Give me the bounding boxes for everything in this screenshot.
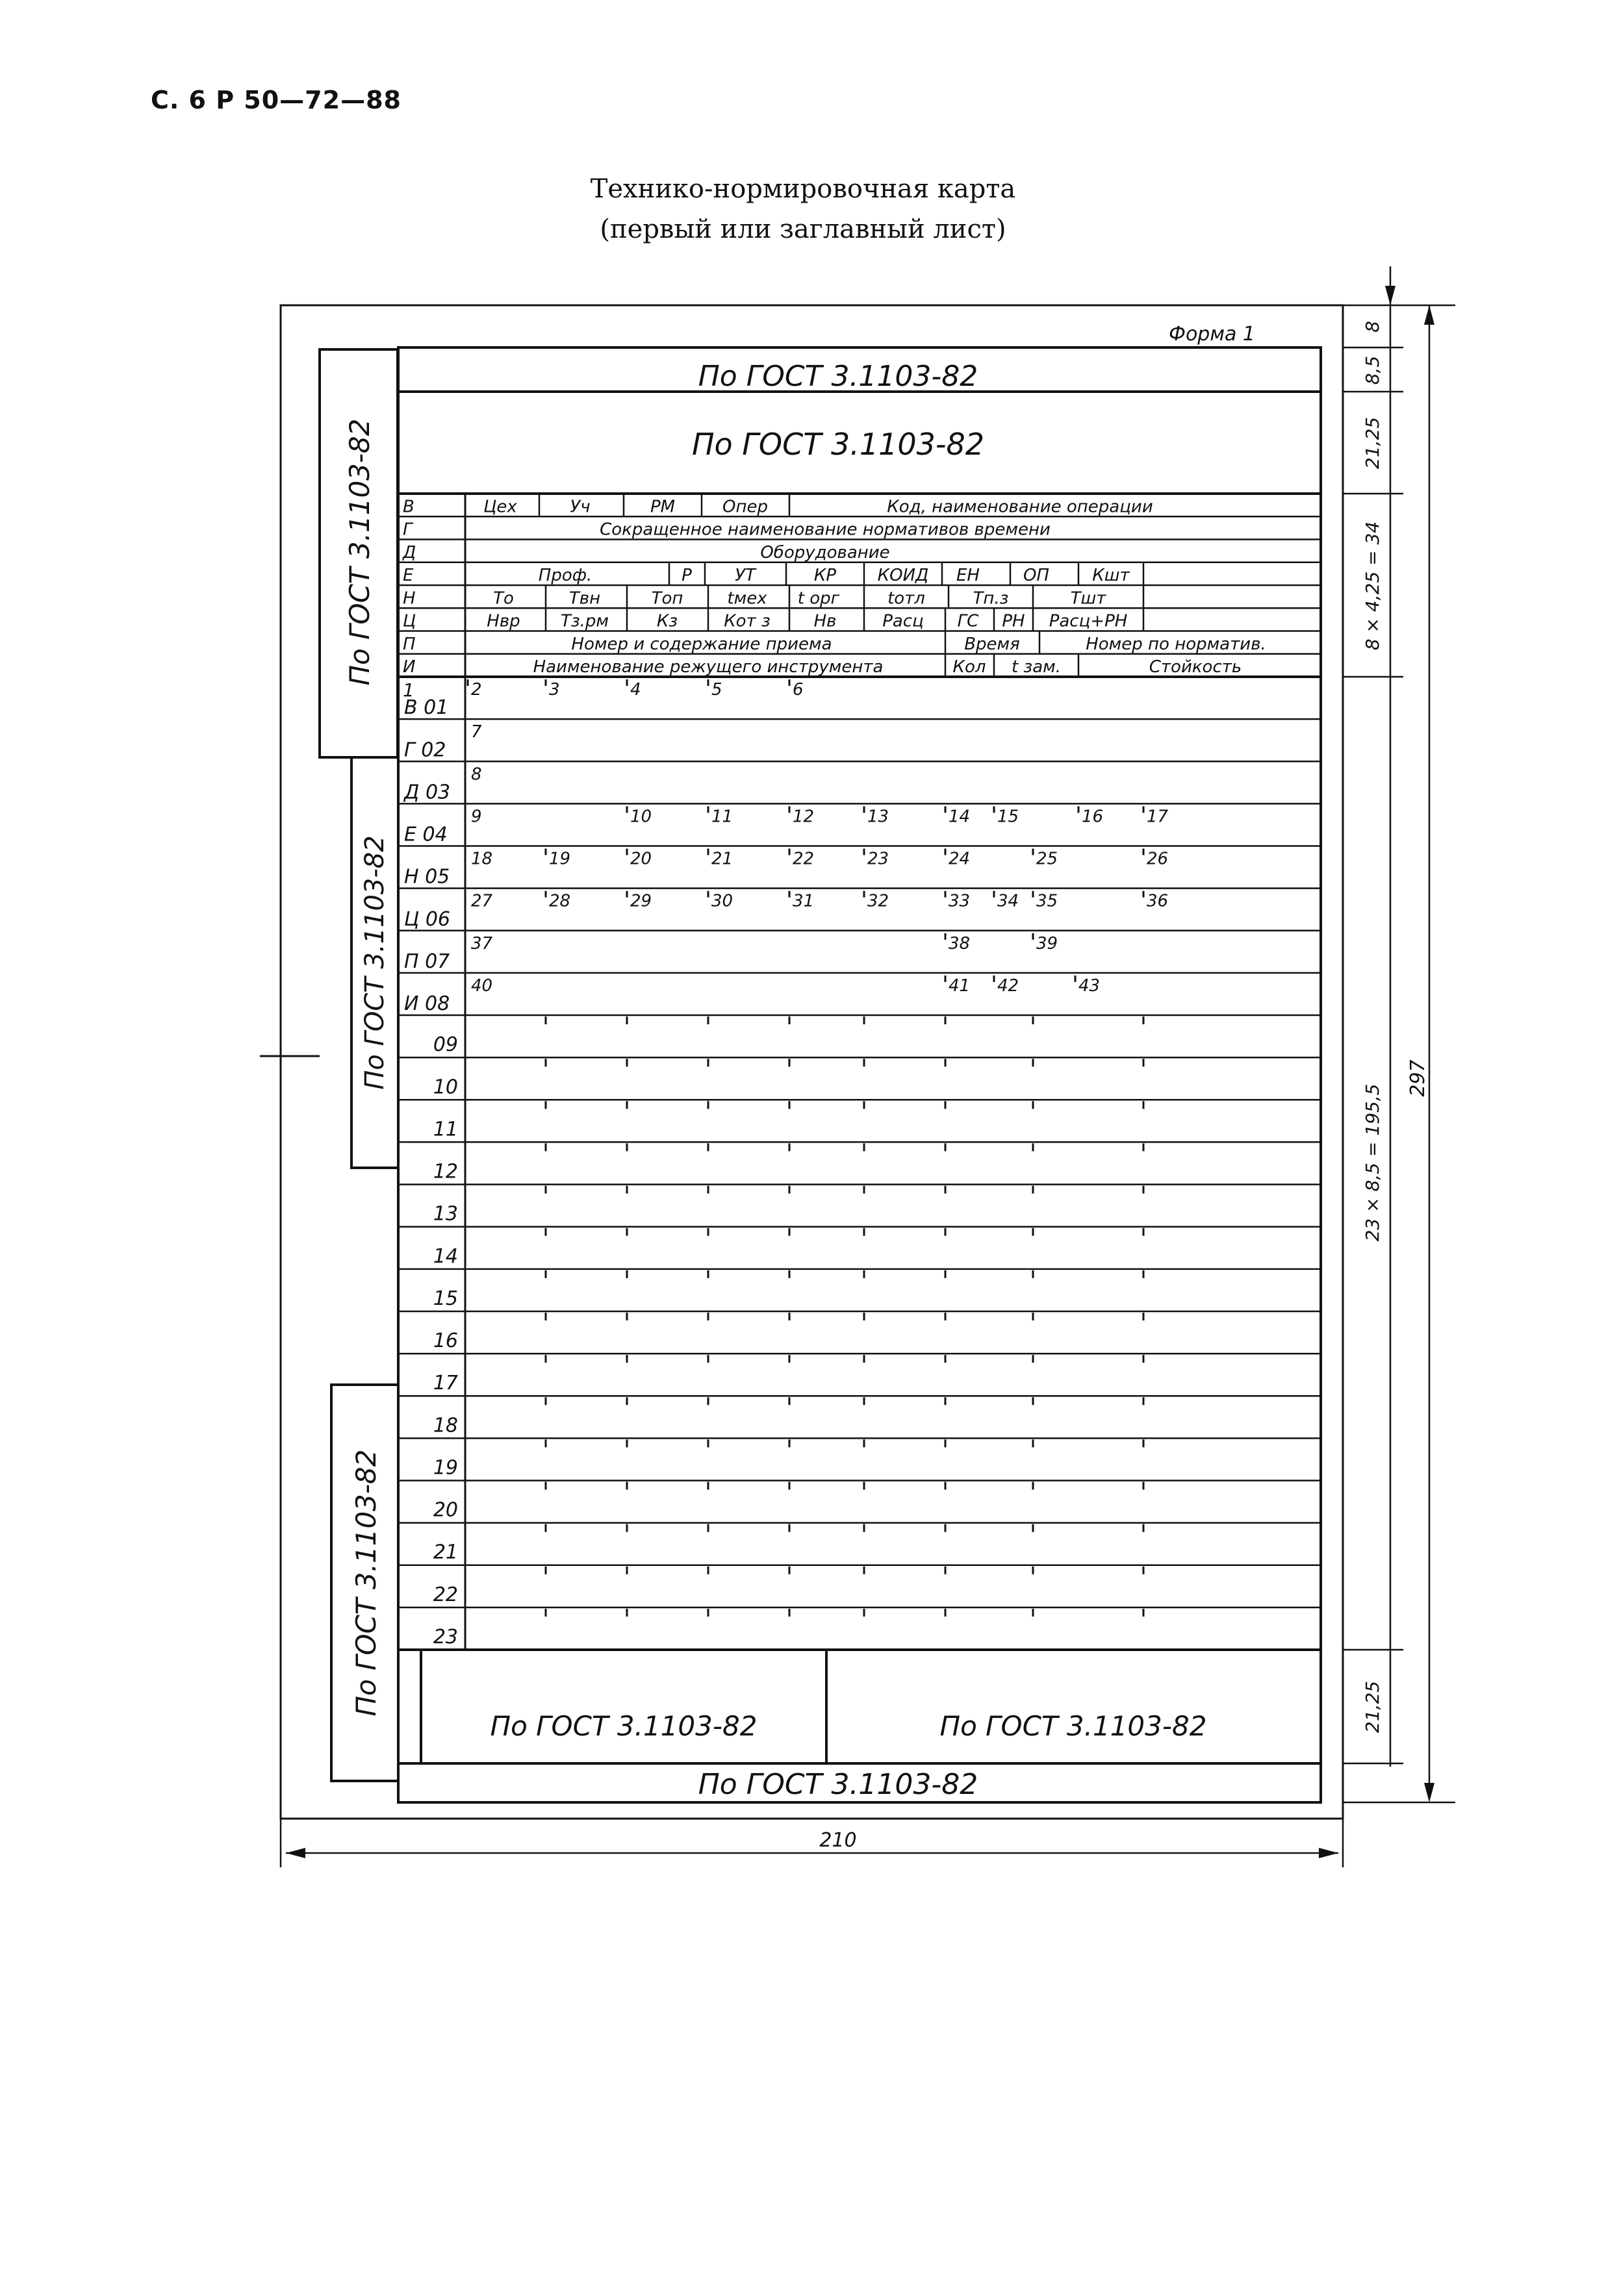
- header-row-code: П: [403, 634, 416, 654]
- header-cell: Топ: [651, 588, 683, 609]
- header-cell: Кз: [656, 611, 678, 631]
- row-number: 09: [433, 1033, 458, 1057]
- header-cell: Тшт: [1070, 588, 1106, 609]
- header-row-code: Е: [403, 566, 414, 585]
- body-lines: [398, 719, 1321, 1608]
- header-cell: Стойкость: [1149, 657, 1242, 677]
- header-row-code: Г: [403, 520, 413, 540]
- row-number: 15: [433, 1287, 458, 1310]
- row-label: Е 04: [404, 823, 448, 846]
- header-rows-text: [402, 497, 1266, 677]
- header-cell: Расц+РН: [1049, 611, 1128, 631]
- dim-row-8-5: 8,5: [1362, 355, 1383, 385]
- form-label: Форма 1: [1169, 323, 1255, 346]
- header-cell: Номер и содержание приема: [571, 634, 832, 654]
- header-cell: РМ: [650, 497, 676, 517]
- cell-number: 6: [793, 680, 804, 700]
- cell-number: 13: [867, 807, 889, 827]
- cell-number: 14: [949, 807, 971, 827]
- header-cell: КР: [813, 566, 837, 585]
- header-cell: Твн: [568, 588, 601, 609]
- cell-number: 15: [997, 807, 1019, 827]
- side-stamp-3: По ГОСТ 3.1103-82: [350, 1449, 382, 1717]
- dim-top-8: 8: [1362, 321, 1383, 333]
- row-number: 10: [433, 1076, 458, 1099]
- cell-number: 4: [630, 680, 641, 700]
- dim-height-297: 297: [1407, 1059, 1429, 1097]
- header-cell: Нвр: [487, 611, 520, 631]
- row-label: Н 05: [404, 865, 450, 889]
- cell-number: 36: [1147, 891, 1169, 911]
- row-number: 12: [433, 1160, 458, 1183]
- cell-number: 26: [1147, 849, 1169, 869]
- header-cell: Тп.з: [973, 588, 1009, 609]
- cell-number: 40: [471, 976, 493, 996]
- cell-number: 22: [793, 849, 815, 869]
- header-cell: Нв: [813, 611, 837, 631]
- header-cell: Оборудование: [760, 542, 890, 562]
- cell-number: 25: [1036, 849, 1058, 869]
- header-cell: Номер по норматив.: [1086, 634, 1266, 654]
- header-row-code: И: [403, 657, 416, 677]
- cell-number: 12: [793, 807, 815, 827]
- cell-number: 17: [1147, 807, 1169, 827]
- row-number: 23: [433, 1626, 458, 1648]
- dim-block-21-25: 21,25: [1362, 416, 1383, 470]
- header-row-code: В: [403, 497, 414, 517]
- cell-number: 8: [471, 764, 482, 785]
- header-cell: Кол: [952, 657, 986, 677]
- cell-number: 21: [711, 849, 733, 869]
- cell-number: 30: [711, 891, 733, 911]
- cell-number: 16: [1082, 807, 1104, 827]
- header-cell: Сокращенное наименование нормативов времени: [600, 520, 1051, 540]
- cell-number: 18: [471, 849, 493, 869]
- bottom-block-left: По ГОСТ 3.1103-82: [490, 1710, 758, 1742]
- cell-number: 35: [1036, 891, 1058, 911]
- header-cell: Кшт: [1092, 566, 1130, 585]
- header-row-code: Д: [403, 542, 416, 562]
- cell-number: 37: [471, 933, 493, 953]
- cell-number: 19: [549, 849, 571, 869]
- header-cell: Цех: [483, 497, 517, 517]
- cell-number: 20: [630, 849, 652, 869]
- row-label: И 08: [404, 992, 450, 1016]
- document-subtitle: (первый или заглавный лист): [600, 214, 1006, 244]
- header-cell: КОИД: [877, 566, 929, 585]
- header-cell: Наименование режущего инструмента: [533, 657, 884, 677]
- cell-number: 3: [549, 680, 560, 700]
- row-number: 14: [433, 1244, 458, 1268]
- dim-bottom-21-25: 21,25: [1362, 1680, 1383, 1734]
- cell-number: 2: [471, 680, 482, 700]
- cell-number: 10: [630, 807, 652, 827]
- side-stamp-1: По ГОСТ 3.1103-82: [344, 418, 376, 686]
- cell-number: 38: [949, 933, 971, 953]
- header-cell: tмех: [727, 588, 767, 609]
- row-number: 13: [433, 1202, 458, 1226]
- cell-number: 31: [793, 891, 815, 911]
- dim-header-rows: 8 × 4,25 = 34: [1362, 521, 1383, 651]
- header-cell: Время: [964, 634, 1020, 654]
- gost-ref-bottom: По ГОСТ 3.1103-82: [698, 1768, 978, 1801]
- header-cell: Опер: [722, 497, 768, 517]
- header-cell: Тз.рм: [560, 611, 609, 631]
- document-title: Технико-нормировочная карта: [590, 174, 1016, 204]
- row-label: П 07: [404, 950, 450, 973]
- cell-number: 7: [471, 722, 482, 742]
- row-number: 20: [433, 1498, 458, 1522]
- dim-body-rows: 23 × 8,5 = 195,5: [1362, 1083, 1383, 1242]
- row-number: 19: [433, 1456, 458, 1480]
- header-cell: Проф.: [538, 566, 593, 585]
- cell-number: 33: [949, 891, 971, 911]
- header-cell: ЕН: [956, 566, 980, 585]
- header-cell: То: [493, 588, 514, 609]
- header-cell: Расц: [882, 611, 924, 631]
- cell-number: 43: [1078, 976, 1101, 996]
- cell-number: 28: [549, 891, 571, 911]
- header-cell: t орг: [797, 588, 840, 609]
- row-number: 17: [433, 1372, 458, 1395]
- header-cell: tотл: [887, 588, 925, 609]
- cell-number: 32: [867, 891, 889, 911]
- cell-number: 42: [997, 976, 1019, 996]
- bottom-block-right: По ГОСТ 3.1103-82: [939, 1710, 1207, 1742]
- header-cell: РН: [1002, 611, 1025, 631]
- row-number: 21: [433, 1541, 458, 1564]
- row-code: 1: [403, 679, 414, 701]
- row-number: 18: [433, 1414, 458, 1437]
- cell-number: 29: [630, 891, 652, 911]
- cell-number: 23: [867, 849, 889, 869]
- row-number: 16: [433, 1330, 458, 1353]
- cell-number: 39: [1036, 933, 1058, 953]
- header-cell: ОП: [1023, 566, 1050, 585]
- side-stamp-2: По ГОСТ 3.1103-82: [360, 835, 390, 1090]
- header-row-code: Ц: [403, 611, 416, 631]
- header-cell: Код, наименование операции: [887, 497, 1153, 517]
- cell-number: 34: [997, 891, 1019, 911]
- cell-number: 41: [949, 976, 971, 996]
- cell-number: 24: [949, 849, 971, 869]
- header-cell: ГС: [957, 611, 979, 631]
- header-cell: Р: [682, 566, 692, 585]
- cell-number: 27: [471, 891, 493, 911]
- page-header: С. 6 Р 50—72—88: [151, 86, 402, 114]
- header-row-code: Н: [403, 588, 416, 609]
- body-text: [403, 679, 1169, 1648]
- cell-number: 9: [471, 807, 482, 827]
- gost-ref-block: По ГОСТ 3.1103-82: [691, 427, 985, 462]
- cell-number: 11: [711, 807, 733, 827]
- dim-width-210: 210: [819, 1829, 857, 1852]
- row-label: Д 03: [404, 781, 451, 804]
- header-cell: t зам.: [1011, 657, 1062, 677]
- main-frame: [398, 347, 1321, 1802]
- cell-number: 5: [711, 680, 722, 700]
- row-label: Ц 06: [404, 907, 451, 931]
- row-number: 22: [433, 1583, 458, 1606]
- header-cell: УТ: [735, 566, 756, 585]
- header-cell: Уч: [570, 497, 591, 517]
- row-label: Г 02: [404, 738, 446, 762]
- row-label: В 01: [404, 696, 449, 720]
- row-number: 11: [433, 1118, 458, 1141]
- gost-ref-top: По ГОСТ 3.1103-82: [698, 360, 978, 393]
- header-cell: Кот з: [724, 611, 771, 631]
